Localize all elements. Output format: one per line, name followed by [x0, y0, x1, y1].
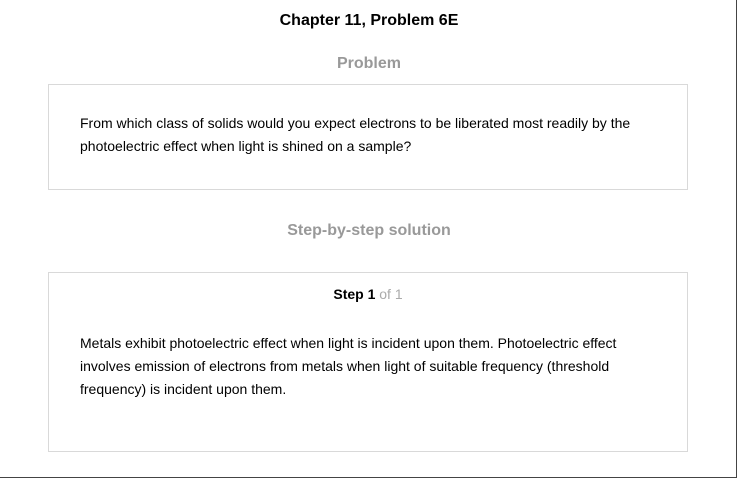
page-title: Chapter 11, Problem 6E — [279, 12, 459, 29]
step-number: Step 1 — [333, 286, 376, 302]
solution-text: Metals exhibit photoelectric effect when light is incident upon them. Photoelectric effect involves emission of electrons from metals when light of suitable frequency (threshold frequency) is incident upon them. — [80, 335, 617, 397]
solution-heading: Step-by-step solution — [287, 222, 451, 239]
step-indicator — [49, 286, 687, 302]
problem-card — [48, 84, 688, 190]
problem-text: From which class of solids would you expect electrons to be liberated most readily by the photoelectric effect when light is shined on a sample? — [80, 115, 631, 154]
solution-card — [48, 272, 688, 452]
problem-heading: Problem — [336, 55, 401, 72]
step-total: of 1 — [379, 286, 403, 302]
